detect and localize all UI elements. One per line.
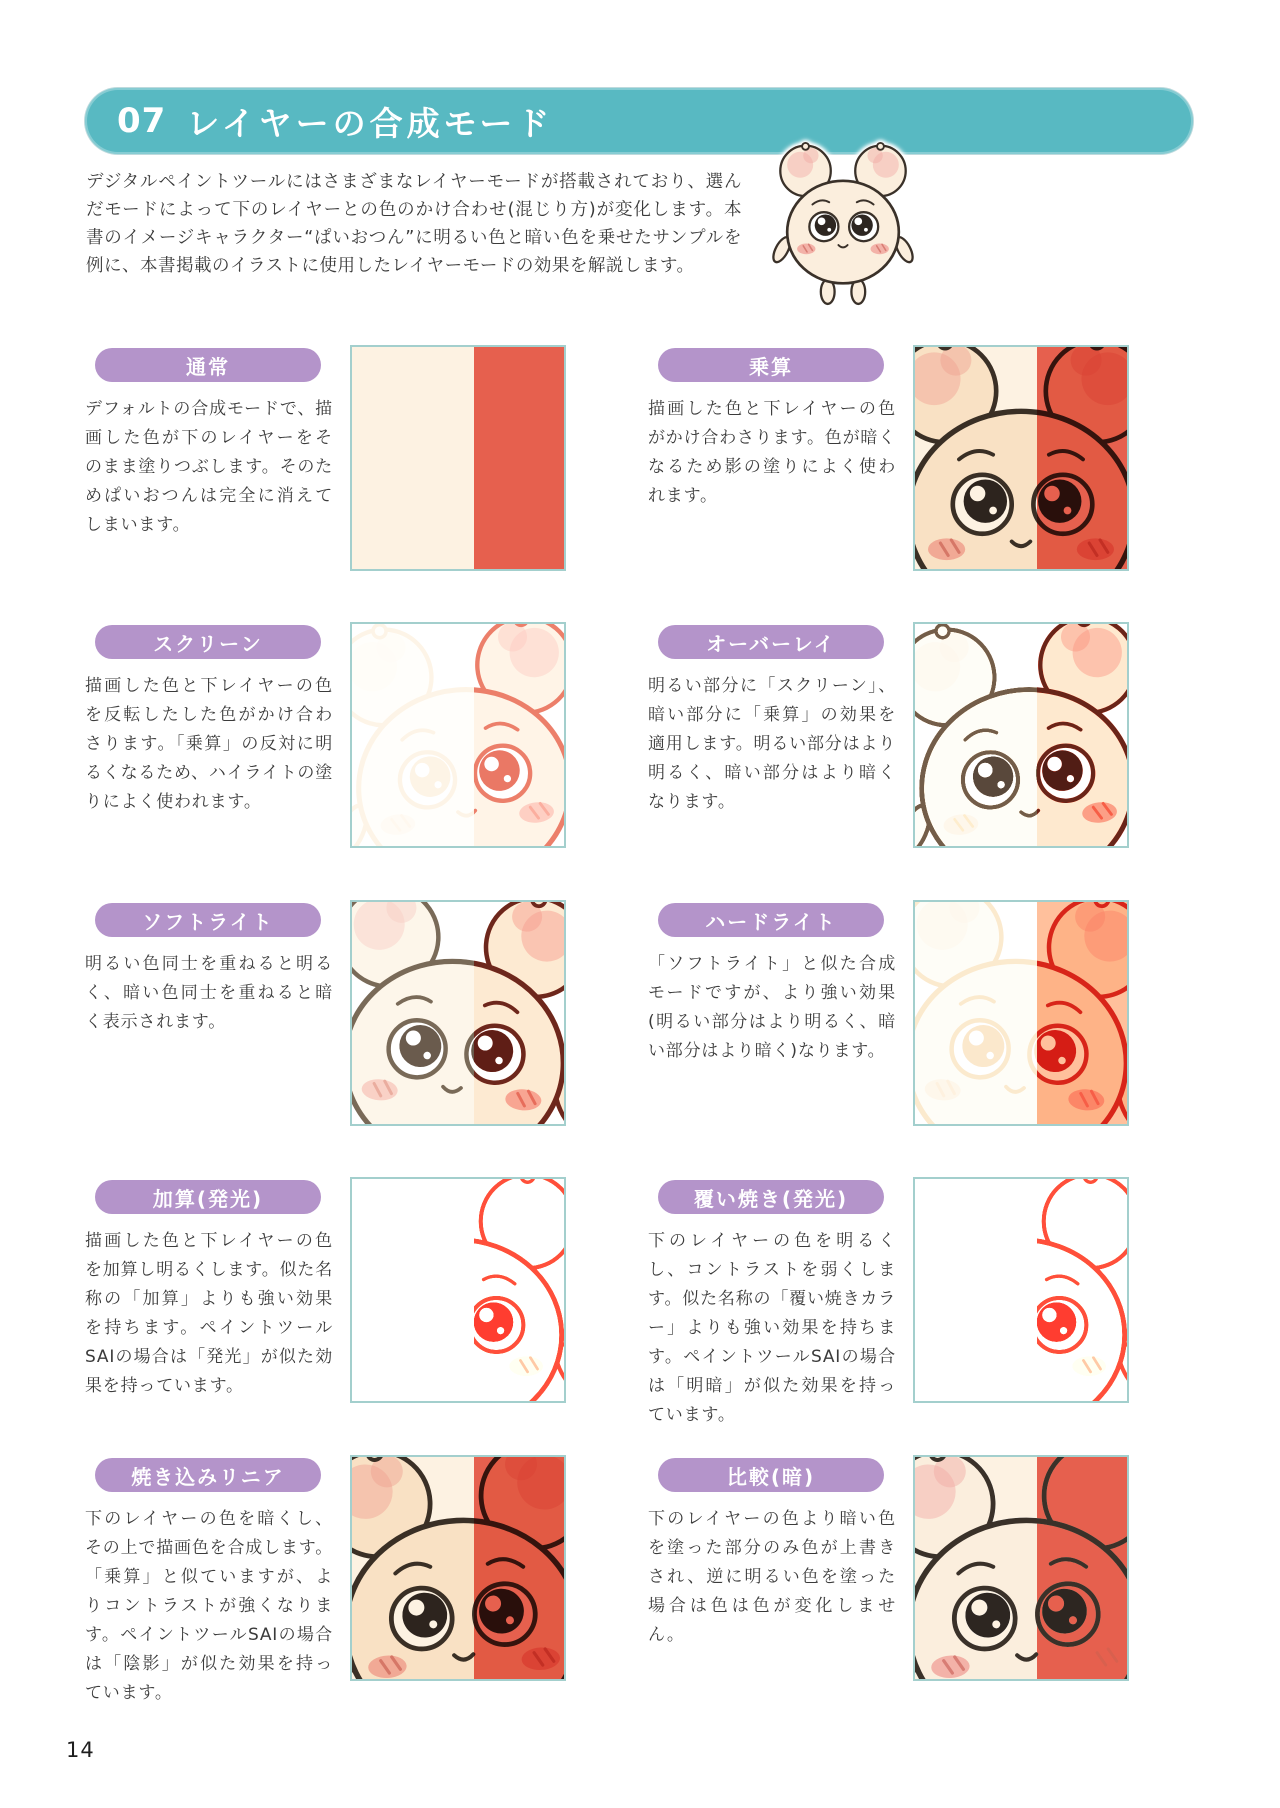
mode-label-pill xyxy=(658,348,884,382)
mode-label: ハードライト xyxy=(705,909,837,934)
light-color-overlay xyxy=(352,624,474,846)
light-color-overlay xyxy=(352,347,474,569)
mode-card-normal xyxy=(85,348,565,540)
mode-description: 明るい色同士を重ねると明るく、暗い色同士を重ねると暗く表示されます。 xyxy=(85,954,333,1032)
mode-label: 焼き込みリニア xyxy=(131,1464,285,1489)
mode-label: スクリーン xyxy=(153,631,263,656)
mode-description: 描画した色と下レイヤーの色がかけ合わさります。色が暗くなるため影の塗りによく使われます。 xyxy=(648,399,896,506)
mode-label-pill xyxy=(95,348,321,382)
light-color-overlay xyxy=(915,624,1037,846)
blend-sample-image xyxy=(913,1177,1129,1403)
page-title: レイヤーの合成モード xyxy=(186,103,554,143)
mode-description: 下のレイヤーの色を明るくし、コントラストを弱くします。似た名称の「覆い焼きカラー」よりも強い効果を持ちます。ペイントツールSAIの場合は「明暗」が似た効果を持っています。 xyxy=(648,1231,896,1425)
mode-label: ソフトライト xyxy=(142,909,274,934)
mode-card-linear-burn xyxy=(85,1458,565,1708)
dark-color-overlay xyxy=(1037,902,1127,1124)
dark-color-overlay xyxy=(474,624,564,846)
mode-label-pill xyxy=(95,903,321,937)
mode-label: 比較(暗) xyxy=(726,1464,816,1489)
mode-description: 「ソフトライト」と似た合成モードですが、より強い効果(明るい部分はより明るく、暗い部分はより暗く)なります。 xyxy=(648,954,896,1061)
page-number: 14 xyxy=(66,1738,95,1762)
mode-label-pill xyxy=(658,1458,884,1492)
mode-description: 下のレイヤーの色より暗い色を塗った部分のみ色が上書きされ、逆に明るい色を塗った場合は色は色が変化しません。 xyxy=(648,1509,896,1645)
blend-sample-image xyxy=(913,345,1129,571)
dark-color-overlay xyxy=(474,1179,564,1401)
mode-card-multiply xyxy=(648,348,1128,511)
dark-color-overlay xyxy=(474,347,564,569)
blend-sample-image xyxy=(350,900,566,1126)
light-color-overlay xyxy=(915,347,1037,569)
mode-card-overlay xyxy=(648,625,1128,817)
intro-paragraph: デジタルペイントツールにはさまざまなレイヤーモードが搭載されており、選んだモードによって下のレイヤーとの色のかけ合わせ(混じり方)が変化します。本書のイメージキャラクター“ぱいおつん”に明るい色と暗い色を乗せたサンプルを例に、本書掲載のイラストに使用したレイヤーモードの効果を解説します。 xyxy=(86,172,742,276)
mode-label-pill xyxy=(658,1180,884,1214)
mode-card-dodge-glow xyxy=(648,1180,1128,1430)
mode-label: 加算(発光) xyxy=(152,1186,264,1211)
dark-color-overlay xyxy=(474,1457,564,1679)
blend-sample-image xyxy=(913,900,1129,1126)
light-color-overlay xyxy=(915,1179,1037,1401)
mode-label-pill xyxy=(658,625,884,659)
mode-label-pill xyxy=(95,625,321,659)
dark-color-overlay xyxy=(1037,1179,1127,1401)
mascot-illustration xyxy=(755,125,931,307)
light-color-overlay xyxy=(915,1457,1037,1679)
light-color-overlay xyxy=(352,902,474,1124)
mode-description: 描画した色と下レイヤーの色を反転したした色がかけ合わさります。「乗算」の反対に明るくなるため、ハイライトの塗りによく使われます。 xyxy=(85,676,334,812)
mode-label: 通常 xyxy=(186,354,230,379)
blend-sample-image xyxy=(913,1455,1129,1681)
blend-sample-image xyxy=(913,622,1129,848)
mode-label: 覆い焼き(発光) xyxy=(693,1186,849,1211)
mode-label-pill xyxy=(658,903,884,937)
dark-color-overlay xyxy=(474,902,564,1124)
mode-card-soft-light xyxy=(85,903,565,1037)
blend-sample-image xyxy=(350,622,566,848)
mode-description: デフォルトの合成モードで、描画した色が下のレイヤーをそのまま塗りつぶします。そのためぱいおつんは完全に消えてしまいます。 xyxy=(85,399,333,535)
mode-description: 明るい部分に「スクリーン」、暗い部分に「乗算」の効果を適用します。明るい部分はより明るく、暗い部分はより暗くなります。 xyxy=(648,676,896,812)
mode-card-hard-light xyxy=(648,903,1128,1066)
dark-color-overlay xyxy=(1037,624,1127,846)
mode-description: 下のレイヤーの色を暗くし、その上で描画色を合成します。「乗算」と似ていますが、よりコントラストが強くなります。ペイントツールSAIの場合は「陰影」が似た効果を持っています。 xyxy=(85,1509,333,1703)
dark-color-overlay xyxy=(1037,347,1127,569)
mode-label: 乗算 xyxy=(749,354,793,379)
mode-card-screen xyxy=(85,625,565,817)
light-color-overlay xyxy=(352,1179,474,1401)
mode-card-darken xyxy=(648,1458,1128,1650)
blend-sample-image xyxy=(350,345,566,571)
mode-card-add-glow xyxy=(85,1180,565,1401)
mode-description: 描画した色と下レイヤーの色を加算し明るくします。似た名称の「加算」よりも強い効果を持ちます。ペイントツールSAIの場合は「発光」が似た効果を持っています。 xyxy=(85,1231,333,1396)
mode-label: オーバーレイ xyxy=(706,631,836,656)
dark-color-overlay xyxy=(1037,1457,1127,1679)
blend-sample-image xyxy=(350,1177,566,1403)
mode-label-pill xyxy=(95,1180,321,1214)
chapter-number: 07 xyxy=(117,101,167,141)
light-color-overlay xyxy=(352,1457,474,1679)
blend-sample-image xyxy=(350,1455,566,1681)
light-color-overlay xyxy=(915,902,1037,1124)
mode-label-pill xyxy=(95,1458,321,1492)
chapter-header xyxy=(85,88,1193,154)
